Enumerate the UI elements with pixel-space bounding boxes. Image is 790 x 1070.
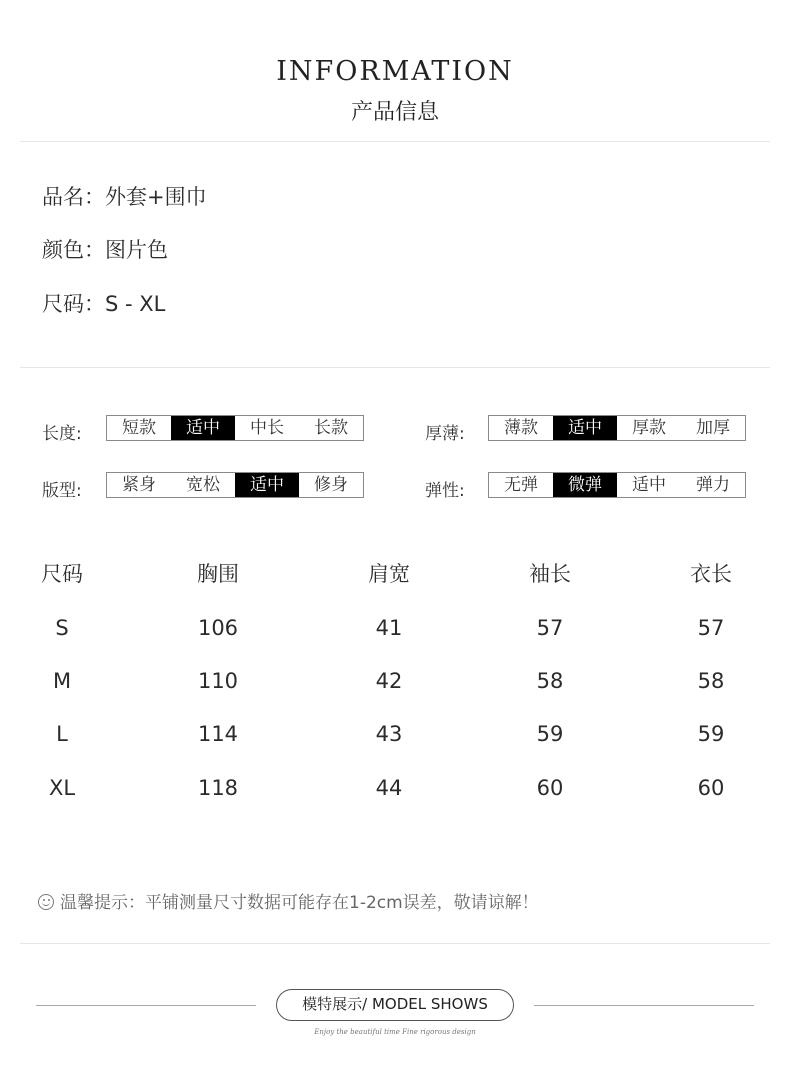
table-cell: 57 (536, 616, 564, 640)
table-cell: XL (48, 776, 76, 800)
info-size: 尺码：S - XL (42, 292, 166, 316)
table-cell: 59 (697, 722, 725, 746)
attr-elasticity-label: 弹性: (425, 481, 465, 501)
table-cell: 43 (375, 722, 403, 746)
attr-option: 适中 (553, 416, 617, 440)
table-cell: L (56, 722, 68, 746)
attr-thickness-label: 厚薄: (425, 424, 465, 444)
attr-option: 无弹 (504, 475, 538, 495)
table-cell: 58 (536, 669, 564, 693)
divider (20, 943, 770, 944)
model-shows-badge: 模特展示/ MODEL SHOWS (276, 989, 514, 1021)
table-header-cell: 尺码 (41, 562, 83, 586)
table-header-row (0, 554, 790, 594)
title-en: INFORMATION (276, 56, 514, 87)
table-cell: 118 (197, 776, 239, 800)
table-cell: 59 (536, 722, 564, 746)
table-row (0, 661, 790, 701)
tip-text: 温馨提示：平铺测量尺寸数据可能存在1-2cm误差，敬请谅解！ (60, 893, 539, 913)
table-row (0, 608, 790, 648)
table-cell: 58 (697, 669, 725, 693)
attr-option: 适中 (632, 475, 666, 495)
table-header-cell: 肩宽 (368, 562, 410, 586)
attr-option: 加厚 (696, 418, 730, 438)
attr-option: 宽松 (186, 475, 220, 495)
footer-line-left (36, 1005, 256, 1006)
attr-fit-options (106, 472, 364, 498)
footer-line-right (534, 1005, 754, 1006)
table-cell: 60 (697, 776, 725, 800)
table-row (0, 714, 790, 754)
attr-length-label: 长度: (42, 424, 82, 444)
table-cell: 106 (197, 616, 239, 640)
attr-fit-label: 版型: (42, 481, 82, 501)
table-cell: 57 (697, 616, 725, 640)
attr-thickness-options (488, 415, 746, 441)
table-cell: S (55, 616, 69, 640)
table-row (0, 768, 790, 808)
divider (20, 141, 770, 142)
table-cell: 44 (375, 776, 403, 800)
title-cn: 产品信息 (350, 100, 439, 125)
table-cell: 60 (536, 776, 564, 800)
table-header-cell: 袖长 (529, 562, 571, 586)
table-header-cell: 衣长 (690, 562, 732, 586)
attr-option: 薄款 (504, 418, 538, 438)
info-product-name: 品名：外套+围巾 (42, 185, 207, 209)
attr-option: 适中 (235, 473, 299, 497)
smiley-icon (38, 894, 54, 910)
attr-option: 中长 (250, 418, 284, 438)
attr-option: 弹力 (696, 475, 730, 495)
table-header-cell: 胸围 (197, 562, 239, 586)
table-cell: 114 (197, 722, 239, 746)
attr-length-options (106, 415, 364, 441)
attr-option: 适中 (171, 416, 235, 440)
attr-option: 修身 (314, 475, 348, 495)
table-cell: 110 (197, 669, 239, 693)
attr-option: 厚款 (632, 418, 666, 438)
info-color: 颜色：图片色 (42, 238, 168, 262)
divider (20, 367, 770, 368)
attr-option: 长款 (314, 418, 348, 438)
attr-option: 短款 (122, 418, 156, 438)
footer-subtitle: Enjoy the beautiful time Fine rigorous design (314, 1028, 476, 1036)
attr-elasticity-options (488, 472, 746, 498)
table-cell: 42 (375, 669, 403, 693)
measurement-tip (38, 888, 539, 913)
table-cell: 41 (375, 616, 403, 640)
attr-option: 微弹 (553, 473, 617, 497)
table-cell: M (52, 669, 72, 693)
attr-option: 紧身 (122, 475, 156, 495)
